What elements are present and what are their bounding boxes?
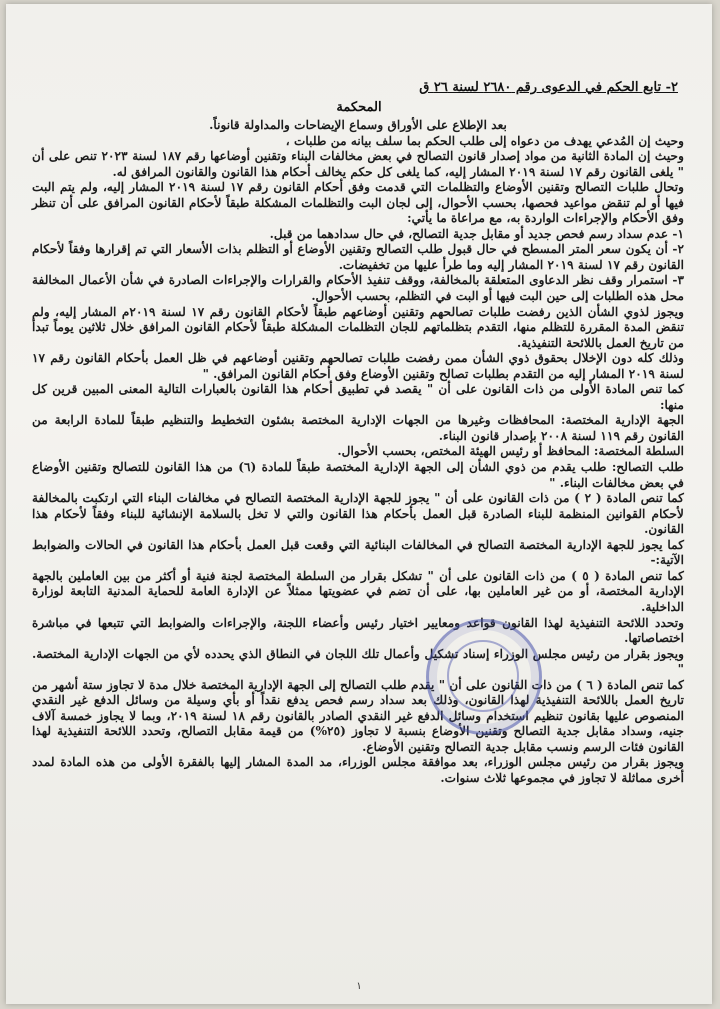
document-sheet (6, 4, 712, 1004)
paragraph: ٣- استمرار وقف نظر الدعاوى المتعلقة بالمخالفة، ووقف تنفيذ الأحكام والقرارات والإجراءات الصادرة في شأن الأعمال المخالفة محل هذه الطلبات إلى حين البت فيها أو البت في التظلم، بحسب الأحوال. (32, 273, 684, 304)
paragraph: ويجوز بقرار من رئيس مجلس الوزراء إسناد تشكيل وأعمال تلك اللجان في النطاق الذي يحدده لأي من الجهات الإدارية المختصة. " (32, 646, 684, 677)
paragraph: ويجوز لذوي الشأن الذين رفضت طلبات تصالحهم وتقنين أوضاعهم طبقاً لأحكام القانون رقم ١٧ لسنة ٢٠١٩م المشار إليه، ولم تنقض المدة المقررة للتظلم منها، التقدم بتظلماتهم للجان التظلمات المشكلة طبقاً لأحكام القانون المرافق خلال ثلاثين يوماً تبدأ من تاريخ العمل باللائحة التنفيذية. (32, 304, 684, 350)
paragraph: كما تنص المادة ( ٥ ) من ذات القانون على أن " تشكل بقرار من السلطة المختصة لجنة فنية أو أكثر من بين العاملين بالجهة الإدارية المختصة، أو من غير العاملين بها، على أن تضم في عضويتها ممثلاً عن الإدارة العامة للحماية المدنية التابعة لوزارة الداخلية. (32, 568, 684, 614)
court-heading: المحكمة (336, 100, 382, 115)
paragraph: وحيث إن المُدعي يهدف من دعواه إلى طلب الحكم بما سلف بيانه من طلبات ، (285, 133, 684, 148)
paragraph: ١- عدم سداد رسم فحص جديد أو مقابل جدية التصالح، في حال سدادهما من قبل. (269, 226, 684, 241)
paragraph: ويجوز بقرار من رئيس مجلس الوزراء، بعد موافقة مجلس الوزراء، مد المدة المشار إليها بالفقرة الأولى من هذه المادة لمدد أخرى مماثلة لا تجاوز في مجموعها ثلاث سنوات. (32, 755, 684, 785)
paragraph: وتحدد اللائحة التنفيذية لهذا القانون قواعد ومعايير اختيار رئيس وأعضاء اللجنة، والإجراءات والضوابط التي تتبعها في مباشرة اختصاصاتها. (32, 615, 684, 646)
paragraph: وتحال طلبات التصالح وتقنين الأوضاع والتظلمات التي قدمت وفق أحكام القانون رقم ١٧ لسنة ٢٠١٩ المشار إليه، ولم يتم البت فيها أو لم تنقض مواعيد فحصها، بحسب الأحوال، إلى لجان البت والتظلمات المشكلة طبقاً لأحكام القانون المرافق على أن تنظر وفق الأحكام والإجراءات الواردة به، مع مراعاة ما يأتي: (32, 180, 684, 226)
court-seal-stamp (426, 619, 542, 735)
paragraph: كما تنص المادة ( ٦ ) من ذات القانون على أن " يقدم طلب التصالح إلى الجهة الإدارية المختصة خلال مدة لا تجاوز ستة أشهر من تاريخ العمل باللائحة التنفيذية لهذا القانون، وذلك بعد سداد رسم فحص يدفع نقداً أو بأي وسيلة من وسائل الدفع غير النقدي المنصوص عليها بقانون تنظيم استخدام وسائل الدفع غير النقدي الصادر بالقانون رقم ١٨ لسنة ٢٠١٩، وبما لا يجاوز خمسة آلاف جنيه، وسداد مقابل جدية التصالح وتقنين الأوضاع بنسبة لا تجاوز (٢٥%) من قيمة مقابل التصالح، وتحدد اللائحة التنفيذية لهذا القانون فئات الرسم ونسب مقابل جدية التصالح وتقنين الأوضاع. (32, 677, 684, 754)
paragraph: كما تنص المادة ( ٢ ) من ذات القانون على أن " يجوز للجهة الإدارية المختصة التصالح في مخالفات البناء التي ارتكبت بالمخالفة لأحكام القوانين المنظمة للبناء الصادرة قبل العمل بأحكام هذا القانون والتي لا تخل بالسلامة الإنشائية للبناء وفقاً لأحكام هذا القانون. (32, 491, 684, 537)
paragraph: كما يجوز للجهة الإدارية المختصة التصالح في المخالفات البنائية التي وقعت قبل العمل بأحكام هذا القانون في الحالات والضوابط الآتية:- (32, 537, 684, 568)
paragraph: الجهة الإدارية المختصة: المحافظات وغيرها من الجهات الإدارية المختصة بشئون التخطيط والتنظيم طبقاً للمادة الرابعة من القانون رقم ١١٩ لسنة ٢٠٠٨ بإصدار قانون البناء. (32, 413, 684, 443)
paragraph: طلب التصالح: طلب يقدم من ذوي الشأن إلى الجهة الإدارية المختصة طبقاً للمادة (٦) من هذا القانون للتصالح وتقنين الأوضاع في بعض مخالفات البناء. " (32, 460, 684, 490)
page-number: ١ (356, 981, 362, 992)
document-body (32, 118, 684, 787)
paragraph: السلطة المختصة: المحافظ أو رئيس الهيئة المختص، بحسب الأحوال. (337, 444, 684, 459)
case-title: ٢- تابع الحكم في الدعوى رقم ٢٦٨٠ لسنة ٢٦ ق (419, 80, 678, 95)
paragraph: ٢- أن يكون سعر المتر المسطح في حال قبول طلب التصالح وتقنين الأوضاع أو التظلم بذات الأسعار التي تم إقرارها وفقاً لأحكام القانون رقم ١٧ لسنة ٢٠١٩ المشار إليه وما طرأ عليها من تخفيضات. (32, 242, 684, 272)
paragraph: وحيث إن المادة الثانية من مواد إصدار قانون التصالح في بعض مخالفات البناء وتقنين أوضاعها رقم ١٨٧ لسنة ٢٠٢٣ تنص على أن " يلغى القانون رقم ١٧ لسنة ٢٠١٩ المشار إليه، كما يلغى كل حكم يخالف أحكام هذا القانون والقانون المرافق له. (32, 149, 684, 179)
paragraph: كما تنص المادة الأولى من ذات القانون على أن " يقصد في تطبيق أحكام هذا القانون بالعبارات التالية المعنى المبين قرين كل منها: (32, 382, 684, 412)
paragraph: وذلك كله دون الإخلال بحقوق ذوي الشأن ممن رفضت طلبات تصالحهم وتقنين أوضاعهم في ظل العمل بأحكام القانون رقم ١٧ لسنة ٢٠١٩ المشار إليه من التقدم بطلبات تصالح وتقنين الأوضاع وفق أحكام القانون المرافق. " (32, 351, 684, 381)
paragraph-intro: بعد الإطلاع على الأوراق وسماع الإيضاحات والمداولة قانوناً. (209, 118, 507, 132)
